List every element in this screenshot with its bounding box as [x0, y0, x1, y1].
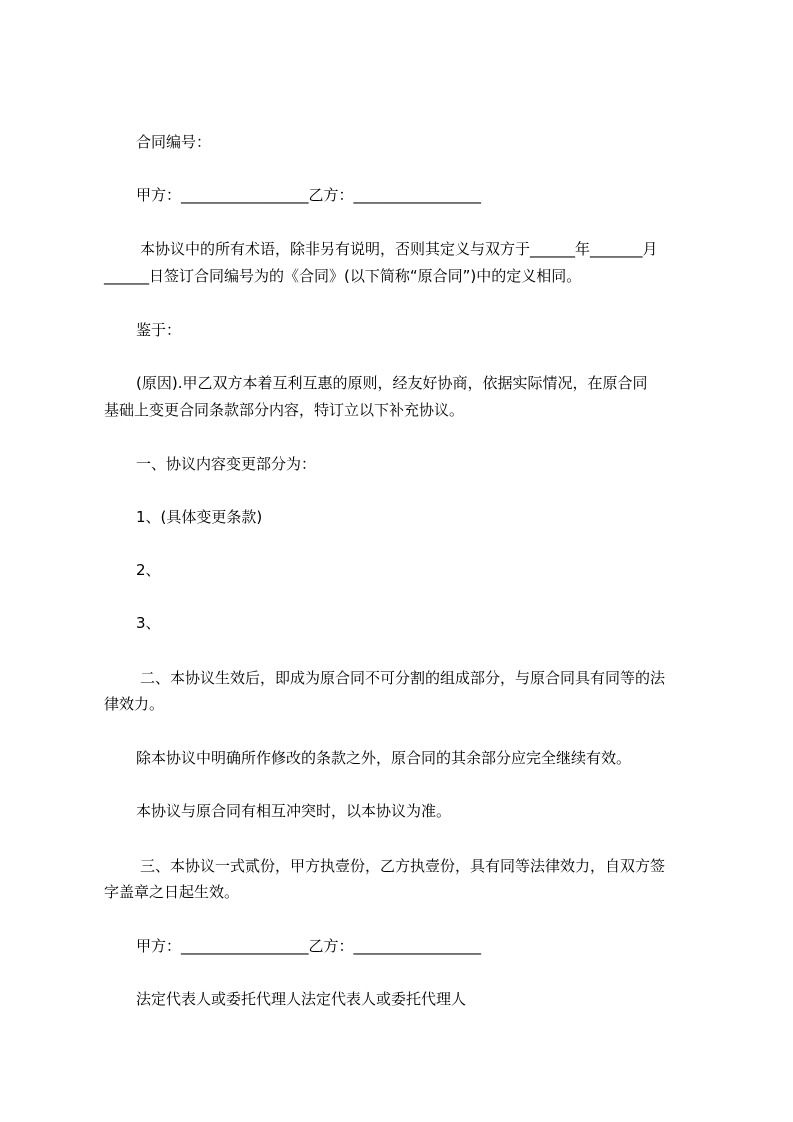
whereas-label: 鉴于：: [136, 321, 182, 339]
section-1-heading: 一、协议内容变更部分为：: [136, 455, 317, 473]
change-item-1: 1、(具体变更条款): [136, 508, 263, 526]
terms-paragraph-line-2: ______日签订合同编号为的《合同》(以下简称“原合同”)中的定义相同。: [104, 267, 582, 285]
conflict-clause: 本协议与原合同有相互冲突时，以本协议为准。: [136, 802, 452, 820]
remaining-terms-clause: 除本协议中明确所作修改的条款之外，原合同的其余部分应完全继续有效。: [136, 749, 632, 767]
representative-line: 法定代表人或委托代理人法定代表人或委托代理人: [136, 990, 467, 1008]
section-2-line-1: 二、本协议生效后，即成为原合同不可分割的组成部分，与原合同具有同等的法: [140, 669, 666, 687]
section-3-line-2: 字盖章之日起生效。: [104, 883, 240, 901]
contract-number-label: 合同编号：: [136, 133, 212, 151]
reason-paragraph-line-1: (原因).甲乙双方本着互利互惠的原则，经友好协商，依据实际情况，在原合同: [136, 374, 648, 392]
parties-signature-line-top: 甲方：_________________乙方：_________________: [136, 186, 482, 204]
change-item-2: 2、: [136, 561, 161, 579]
terms-paragraph-line-1: 本协议中的所有术语，除非另有说明，否则其定义与双方于______年_______月: [140, 240, 658, 258]
section-2-line-2: 律效力。: [104, 695, 165, 713]
change-item-3: 3、: [136, 614, 161, 632]
reason-paragraph-line-2: 基础上变更合同条款部分内容，特订立以下补充协议。: [104, 401, 465, 419]
section-3-line-1: 三、本协议一式贰份，甲方执壹份，乙方执壹份，具有同等法律效力，自双方签: [140, 857, 666, 875]
parties-signature-line-bottom: 甲方：_________________乙方：_________________: [136, 937, 482, 955]
